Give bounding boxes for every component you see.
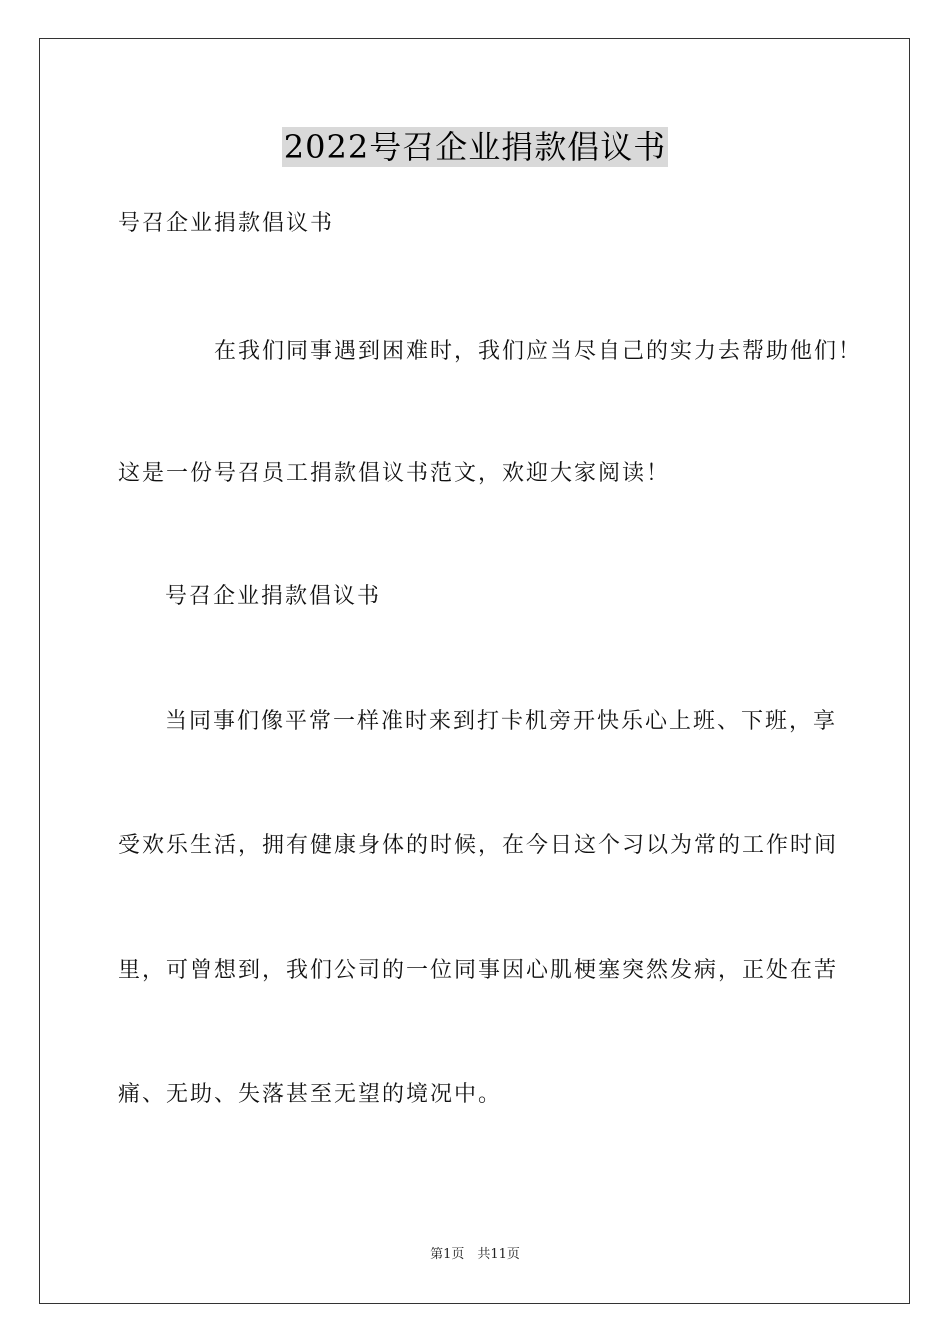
paragraph-line-6: 痛、无助、失落甚至无望的境况中。 [118,1082,503,1107]
paragraph-line-3: 当同事们像平常一样准时来到打卡机旁开快乐心上班、下班，享 [165,709,838,734]
paragraph-line-5: 里，可曾想到，我们公司的一位同事因心肌梗塞突然发病，正处在苦 [118,958,839,983]
paragraph-line-2: 这是一份号召员工捐款倡议书范文，欢迎大家阅读！ [118,461,671,486]
paragraph-line-1: 在我们同事遇到困难时，我们应当尽自己的实力去帮助他们！ [214,339,863,364]
document-subtitle: 号召企业捐款倡议书 [118,211,335,236]
section-heading: 号召企业捐款倡议书 [165,584,382,609]
page-number-footer: 第1页 共11页 [430,1247,520,1262]
paragraph-line-4: 受欢乐生活，拥有健康身体的时候，在今日这个习以为常的工作时间 [118,833,839,858]
title-container [0,127,950,167]
document-title: 2022号召企业捐款倡议书 [283,128,667,166]
